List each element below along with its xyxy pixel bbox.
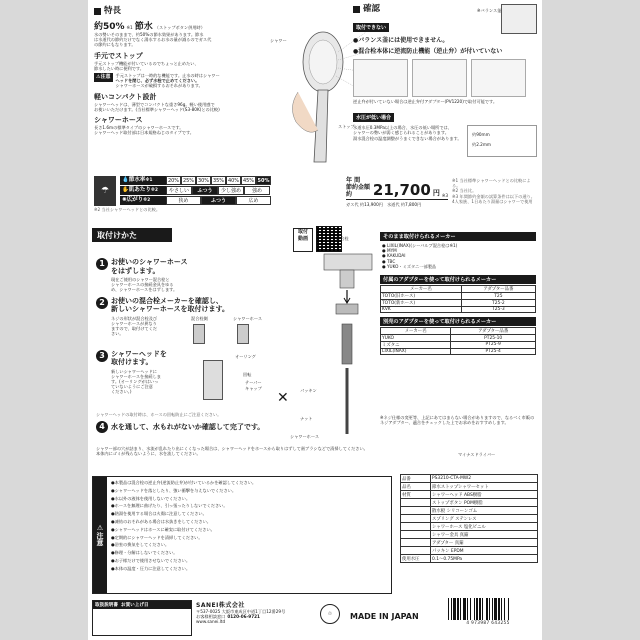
- hand-icon: ✋: [122, 187, 129, 193]
- rating-cell: 狭め: [166, 196, 201, 205]
- rating-cell: ふつう: [192, 186, 218, 195]
- spec-key: [401, 523, 431, 531]
- package-sheet: [88, 0, 542, 640]
- hose-connection-diagram: 混合栓側 シャワーホース: [171, 316, 281, 346]
- background-left: [0, 0, 88, 640]
- rating-footnote: ※2 当社シャワーヘッドとの比較。: [94, 207, 161, 212]
- table-row: [381, 300, 536, 307]
- rating-cell: 広め: [236, 196, 271, 205]
- video-label: 取付 動画: [293, 228, 313, 252]
- makers-header-2: 付属のアダプターを使って取付けられるメーカー: [380, 275, 536, 284]
- adapter-code: PT25-9: [451, 341, 536, 348]
- faucet-illustration-1: [353, 59, 408, 97]
- rating-cell: 強め: [244, 186, 270, 195]
- shower-spray-icon: ☂: [94, 176, 116, 206]
- balance-label: ※バランス釜: [477, 8, 502, 13]
- cannot-install-badge: 取付できない: [353, 23, 389, 32]
- caution-item: ●修理・分解はしないでください。: [111, 550, 178, 556]
- circle-icon: ●: [382, 253, 386, 259]
- circle-icon: ●: [111, 550, 115, 556]
- table-row: [381, 341, 536, 348]
- step-number: 3: [96, 350, 108, 362]
- rating-row-touch: [120, 186, 271, 195]
- rating-row-spread: [120, 196, 271, 205]
- spec-row: [401, 539, 538, 547]
- spec-value: 散水板 シリコーンゴム: [431, 507, 538, 515]
- confirm-section: [353, 4, 538, 172]
- maker-item: ● LIXIL(INAX)(シーバルブ混合栓は※1): [382, 243, 458, 248]
- annual-amount: 21,700: [372, 181, 431, 199]
- rating-cell: 40%: [227, 178, 240, 184]
- step-3-note: シャワーヘッドの取付時は、ホースの回転防止にご注意ください。: [96, 411, 222, 417]
- adapter-table-1: メーカー名 アダプター品番 TOTO(旧ホース) T25 TOTO(新ホース) T25-2 KVK T25-3: [380, 285, 536, 313]
- spec-value: パッキン EPDM: [431, 547, 538, 555]
- caution-list: [111, 480, 389, 574]
- spec-value: シャワー金具 真鍮: [431, 531, 538, 539]
- caution-side-label: ⚠ 注意: [93, 477, 107, 593]
- step-4: 4 水を通して、水もれがないか確認して完了です。: [96, 421, 328, 433]
- low-pressure-desc: 水道水圧0.3MPa以上の場合、水圧の低い場所では、 シャワーの勢いが弱く感じられることがあります。 湯水混合栓の温度調整がうまくできない場合があります。: [353, 125, 462, 141]
- caution-item: ●凍結のおそれがある場合は水抜きをしてください。: [111, 518, 211, 524]
- step-number: 2: [96, 297, 108, 309]
- step-number: 1: [96, 258, 108, 270]
- adapter-table-2: メーカー名 アダプター品番 YUKO PT25-10 ミズタニ PT25-9 LIXIL(INAX) PT25-4: [380, 327, 536, 355]
- maker-item: ● MYM: [382, 248, 397, 254]
- makers-header-3: 別売のアダプターを使って取付けられるメーカー: [380, 317, 536, 326]
- table-row: [381, 348, 536, 354]
- adapter-code: T25: [461, 293, 535, 300]
- cross-mark-icon: ✕: [277, 389, 289, 406]
- rating-row-water: [120, 176, 271, 185]
- confirm-title: 確認: [353, 4, 538, 14]
- caution-box: [94, 73, 274, 89]
- shower-label: シャワー: [270, 38, 287, 43]
- caution-item: ●ホースを無理に曲げたり、引っ張ったりしないでください。: [111, 503, 228, 509]
- caution-item: ●シャワーヘッドを落としたり、強い衝撃を与えないでください。: [111, 487, 237, 493]
- barcode-bar: [509, 598, 510, 620]
- spec-row: [401, 515, 538, 523]
- spec-key: 品番: [401, 475, 431, 483]
- spec-value: スプリング ステンレス: [431, 515, 538, 523]
- makers-footnote: ※ネジ仕様の変更等、上記にあてはまらない場合がありますので、なるべく市販のネジアダプター、適合をチェックした上でお求めをおすすめします。: [380, 415, 535, 426]
- low-pressure-badge: 水圧が低い場合: [353, 113, 394, 122]
- spec-value: PS3210-CTA-MW2: [431, 475, 538, 483]
- water-saving-desc: 水の勢いそのままで、約50%の節水効果があります。節水 は水道代の節約だけでなく湯水するお水の量が減るのでガス代 の節約にもなります。: [94, 32, 212, 48]
- light-desc: シャワーヘッドは、薄型でコンパクトな重さ96g。軽い使用感で お使いいただけます。(当社標準シャワーヘッド(S3-80K)との比較): [94, 101, 220, 112]
- circle-icon: ●: [111, 511, 115, 517]
- hose-title: シャワーホース: [94, 116, 143, 125]
- spec-key: [401, 547, 431, 555]
- spec-key: [401, 507, 431, 515]
- screwdriver-label: マイナスドライバー: [458, 452, 496, 457]
- cautions-box: [92, 476, 392, 594]
- recycle-mark-icon: ♲: [320, 604, 340, 624]
- background-right: [542, 0, 640, 640]
- barcode: 4 973987 643255: [448, 598, 528, 628]
- step-3: 3 シャワーヘッドを 取付けます。 新しいシャワーヘッドに シャワーホースを接続しま す。(オーリングがはいっ ていないようにご注意 ください。) オーリング 回転 テーパー キャップ ✕: [96, 350, 328, 410]
- spec-row: [401, 507, 538, 515]
- low-pressure-diagram: 約90mm 約2.2mm: [467, 125, 537, 157]
- spec-row: [401, 547, 538, 555]
- service-box: 取扱説明書 お買い上げ日: [92, 600, 192, 636]
- mixer-diagram: 混合栓 パッキン ナット シャワーホース: [318, 236, 378, 441]
- spec-row: [401, 491, 538, 499]
- adapter-code: T25-2: [461, 300, 535, 307]
- rating-cell: 25%: [182, 178, 195, 184]
- faucet-illustration-2: [412, 59, 467, 97]
- confirm-item-1: ●バランス釜には使用できません。: [353, 37, 449, 44]
- caution-item: ●本体の温度・圧力に注意してください。: [111, 565, 191, 571]
- step-number: 4: [96, 421, 108, 433]
- spread-icon: ✺: [122, 197, 127, 203]
- rating-section: [94, 176, 364, 212]
- caution-item: ●お子様だけで使用させないでください。: [111, 557, 191, 563]
- warning-icon: ⚠: [96, 74, 101, 81]
- faucet-illustrations: [353, 59, 538, 97]
- maker-name: TOTO(旧ホース): [381, 293, 462, 300]
- savings-notes: ※1 当社標準シャワーヘッドとの比較による。 ※2 当社比。 ※3 年間節約金額の試算条件は以下の通り。 4人家族、1日あたり湯量はシャワーで使用: [452, 178, 535, 204]
- company-info: SANEI株式会社 〒537-0025 大阪市東成区中道1丁目12番29号 お客様相談窓口 0120-06-9721 www.sanei.ltd: [196, 602, 286, 625]
- circle-icon: ●: [111, 487, 115, 493]
- install-steps: [96, 258, 328, 433]
- water-rate-label: 💧節水率※1: [120, 176, 166, 185]
- circle-icon: ●: [353, 37, 359, 44]
- makers-panel: [380, 232, 536, 355]
- table-row: [381, 307, 536, 313]
- caution-item: ●浴室の換気をしてください。: [111, 542, 170, 548]
- features-section: [94, 6, 274, 135]
- circle-icon: ●: [111, 557, 115, 563]
- spec-row: [401, 483, 538, 491]
- maker-name: LIXIL(INAX): [381, 348, 451, 354]
- spec-key: [401, 499, 431, 507]
- step-4-notes: シャワー部の穴が詰まり、水流が乱れたり出にくくなった場合は、シャワーヘッドをホースから取りはずして歯ブラシなどで清掃してください。 本体内にゴミが残らないように、水を流してください。: [96, 446, 368, 457]
- spec-key: 品名: [401, 483, 431, 491]
- spread-label: ✺広がり※2: [120, 196, 166, 205]
- caution-text: 手元ストップは一時的な機能です。止水の時はシャワー ヘッドを閉じ、必ず水栓で止めてください。 シャワーホースが破損するおそれがあります。: [115, 73, 220, 89]
- rating-cell: 20%: [167, 178, 180, 184]
- maker-item: ● KAKUDAI: [382, 253, 406, 259]
- annual-savings: 年 間 節約金額 約 21,700 円 ※3 ガス代 約13,900円 水道代 約7,800円: [346, 177, 448, 207]
- rating-cell: ふつう: [201, 196, 236, 205]
- hose-desc: 長さ1.6mの標準タイプのシャワーホースです。 シャワーヘッド取付部は日本規格ねじのタイプです。: [94, 125, 194, 136]
- spec-row: [401, 475, 538, 483]
- caution-badge: ⚠注意: [96, 74, 111, 81]
- maker-name: KVK: [381, 307, 462, 313]
- spec-value: 節水ストップシャワーセット: [431, 483, 538, 491]
- breakdown: ガス代 約13,900円 水道代 約7,800円: [346, 202, 422, 207]
- features-title: 特長: [94, 6, 274, 16]
- confirm-note: 逆止弁が付いていない場合は逆止弁付アダプター(PV1220)で取付可能です。: [353, 99, 498, 104]
- spec-key: 使用水圧: [401, 555, 431, 563]
- rating-cell: 少し強め: [218, 186, 244, 195]
- touch-label: ✋肌あたり※2: [120, 186, 166, 195]
- rating-cell: 50%: [257, 178, 270, 184]
- caution-item: ●水以外の液体を使用しないでください。: [111, 495, 191, 501]
- caution-item: ●定期的にシャワーヘッドを清掃してください。: [111, 534, 203, 540]
- hand-stop-title: 手元でストップ: [94, 51, 143, 60]
- circle-icon: ●: [382, 243, 386, 248]
- circle-icon: ●: [111, 518, 115, 524]
- step-2: 2 お使いの混合栓メーカーを確認し、 新しいシャワーホースを取付けます。 ネジの形状が混合栓及び シャワーホースが異なり ますので、取付けてくだ さい。 混合栓側 シャワーホース: [96, 297, 328, 346]
- maker-item: ● YUKO・ミズタニ一部製品: [382, 263, 437, 269]
- makers-list-1: [380, 241, 536, 271]
- circle-icon: ●: [111, 542, 115, 548]
- install-title: 取付けかた: [92, 228, 172, 242]
- circle-icon: ●: [353, 48, 359, 55]
- makers-header-1: そのまま取付けられるメーカー: [380, 232, 536, 241]
- circle-icon: ●: [382, 263, 386, 269]
- head-connection-diagram: オーリング 回転 テーパー キャップ ✕: [193, 350, 303, 410]
- adapter-code: T25-3: [461, 307, 535, 313]
- warning-icon: ⚠: [96, 524, 104, 532]
- rating-cell: やさしい: [166, 186, 192, 195]
- adapter-code: PT25-4: [451, 348, 536, 354]
- spec-key: [401, 531, 431, 539]
- maker-name: ミズタニ: [381, 341, 451, 348]
- spec-key: [401, 515, 431, 523]
- water-drop-icon: 💧: [122, 177, 129, 183]
- confirm-item-2: ●混合栓本体に逆流防止機能（逆止弁）が付いていない: [353, 48, 503, 55]
- caution-item: ●シャワーヘッドはホースに確実に取付けてください。: [111, 526, 215, 532]
- made-in-label: MADE IN JAPAN: [350, 612, 419, 621]
- spec-value: シャワーホース 塩化ビニル: [431, 523, 538, 531]
- step-1: 1 お使いのシャワーホース をはずします。 現在ご使用のシャワー混合栓と シャワーホースの接続金具をゆる め、シャワーホースをはずします。: [96, 258, 328, 293]
- spec-row: [401, 523, 538, 531]
- circle-icon: ●: [111, 534, 115, 540]
- light-title: 軽いコンパクト設計: [94, 92, 157, 101]
- low-pressure-block: [353, 125, 538, 157]
- spec-table: [400, 474, 538, 563]
- caution-item: ●熱湯を使用する場合は火傷に注意してください。: [111, 511, 207, 517]
- circle-icon: ●: [111, 503, 115, 509]
- spec-row: [401, 499, 538, 507]
- maker-name: YUKO: [381, 335, 451, 341]
- spec-key: 材質: [401, 491, 431, 499]
- stop-label: ストップ: [338, 124, 355, 129]
- rating-cell: 30%: [197, 178, 210, 184]
- hand-stop-desc: 手元ストップ機能が付いているのでちょっと止めたい、 節水したい時に便利です。: [94, 60, 199, 71]
- circle-icon: ●: [111, 526, 115, 532]
- water-saving-heading: 約50% ※1 節水 （ストップボタン併用時）: [94, 22, 205, 32]
- spec-value: ストップボタン POM樹脂: [431, 499, 538, 507]
- rating-cell: 35%: [212, 178, 225, 184]
- spec-value: シャワーヘッド ABS樹脂: [431, 491, 538, 499]
- faucet-illustration-3: [471, 59, 526, 97]
- spec-value: アダプター 真鍮: [431, 539, 538, 547]
- circle-icon: ●: [111, 565, 115, 571]
- spec-row: [401, 555, 538, 563]
- circle-icon: ●: [111, 495, 115, 501]
- circle-icon: ●: [382, 258, 386, 264]
- adapter-code: PT25-10: [451, 335, 536, 341]
- balance-boiler-illustration: [501, 4, 537, 34]
- spec-value: 0.1〜0.75MPa: [431, 555, 538, 563]
- table-row: [381, 293, 536, 300]
- rating-cell: 45%: [242, 178, 255, 184]
- maker-item: ● TBC: [382, 258, 396, 264]
- spec-key: [401, 539, 431, 547]
- maker-name: TOTO(新ホース): [381, 300, 462, 307]
- spec-row: [401, 531, 538, 539]
- circle-icon: ●: [382, 248, 386, 254]
- caution-item: ●本製品は混合栓の逆止弁(逆流防止弁)が付いているかを確認してください。: [111, 480, 257, 485]
- circle-icon: ●: [111, 480, 115, 485]
